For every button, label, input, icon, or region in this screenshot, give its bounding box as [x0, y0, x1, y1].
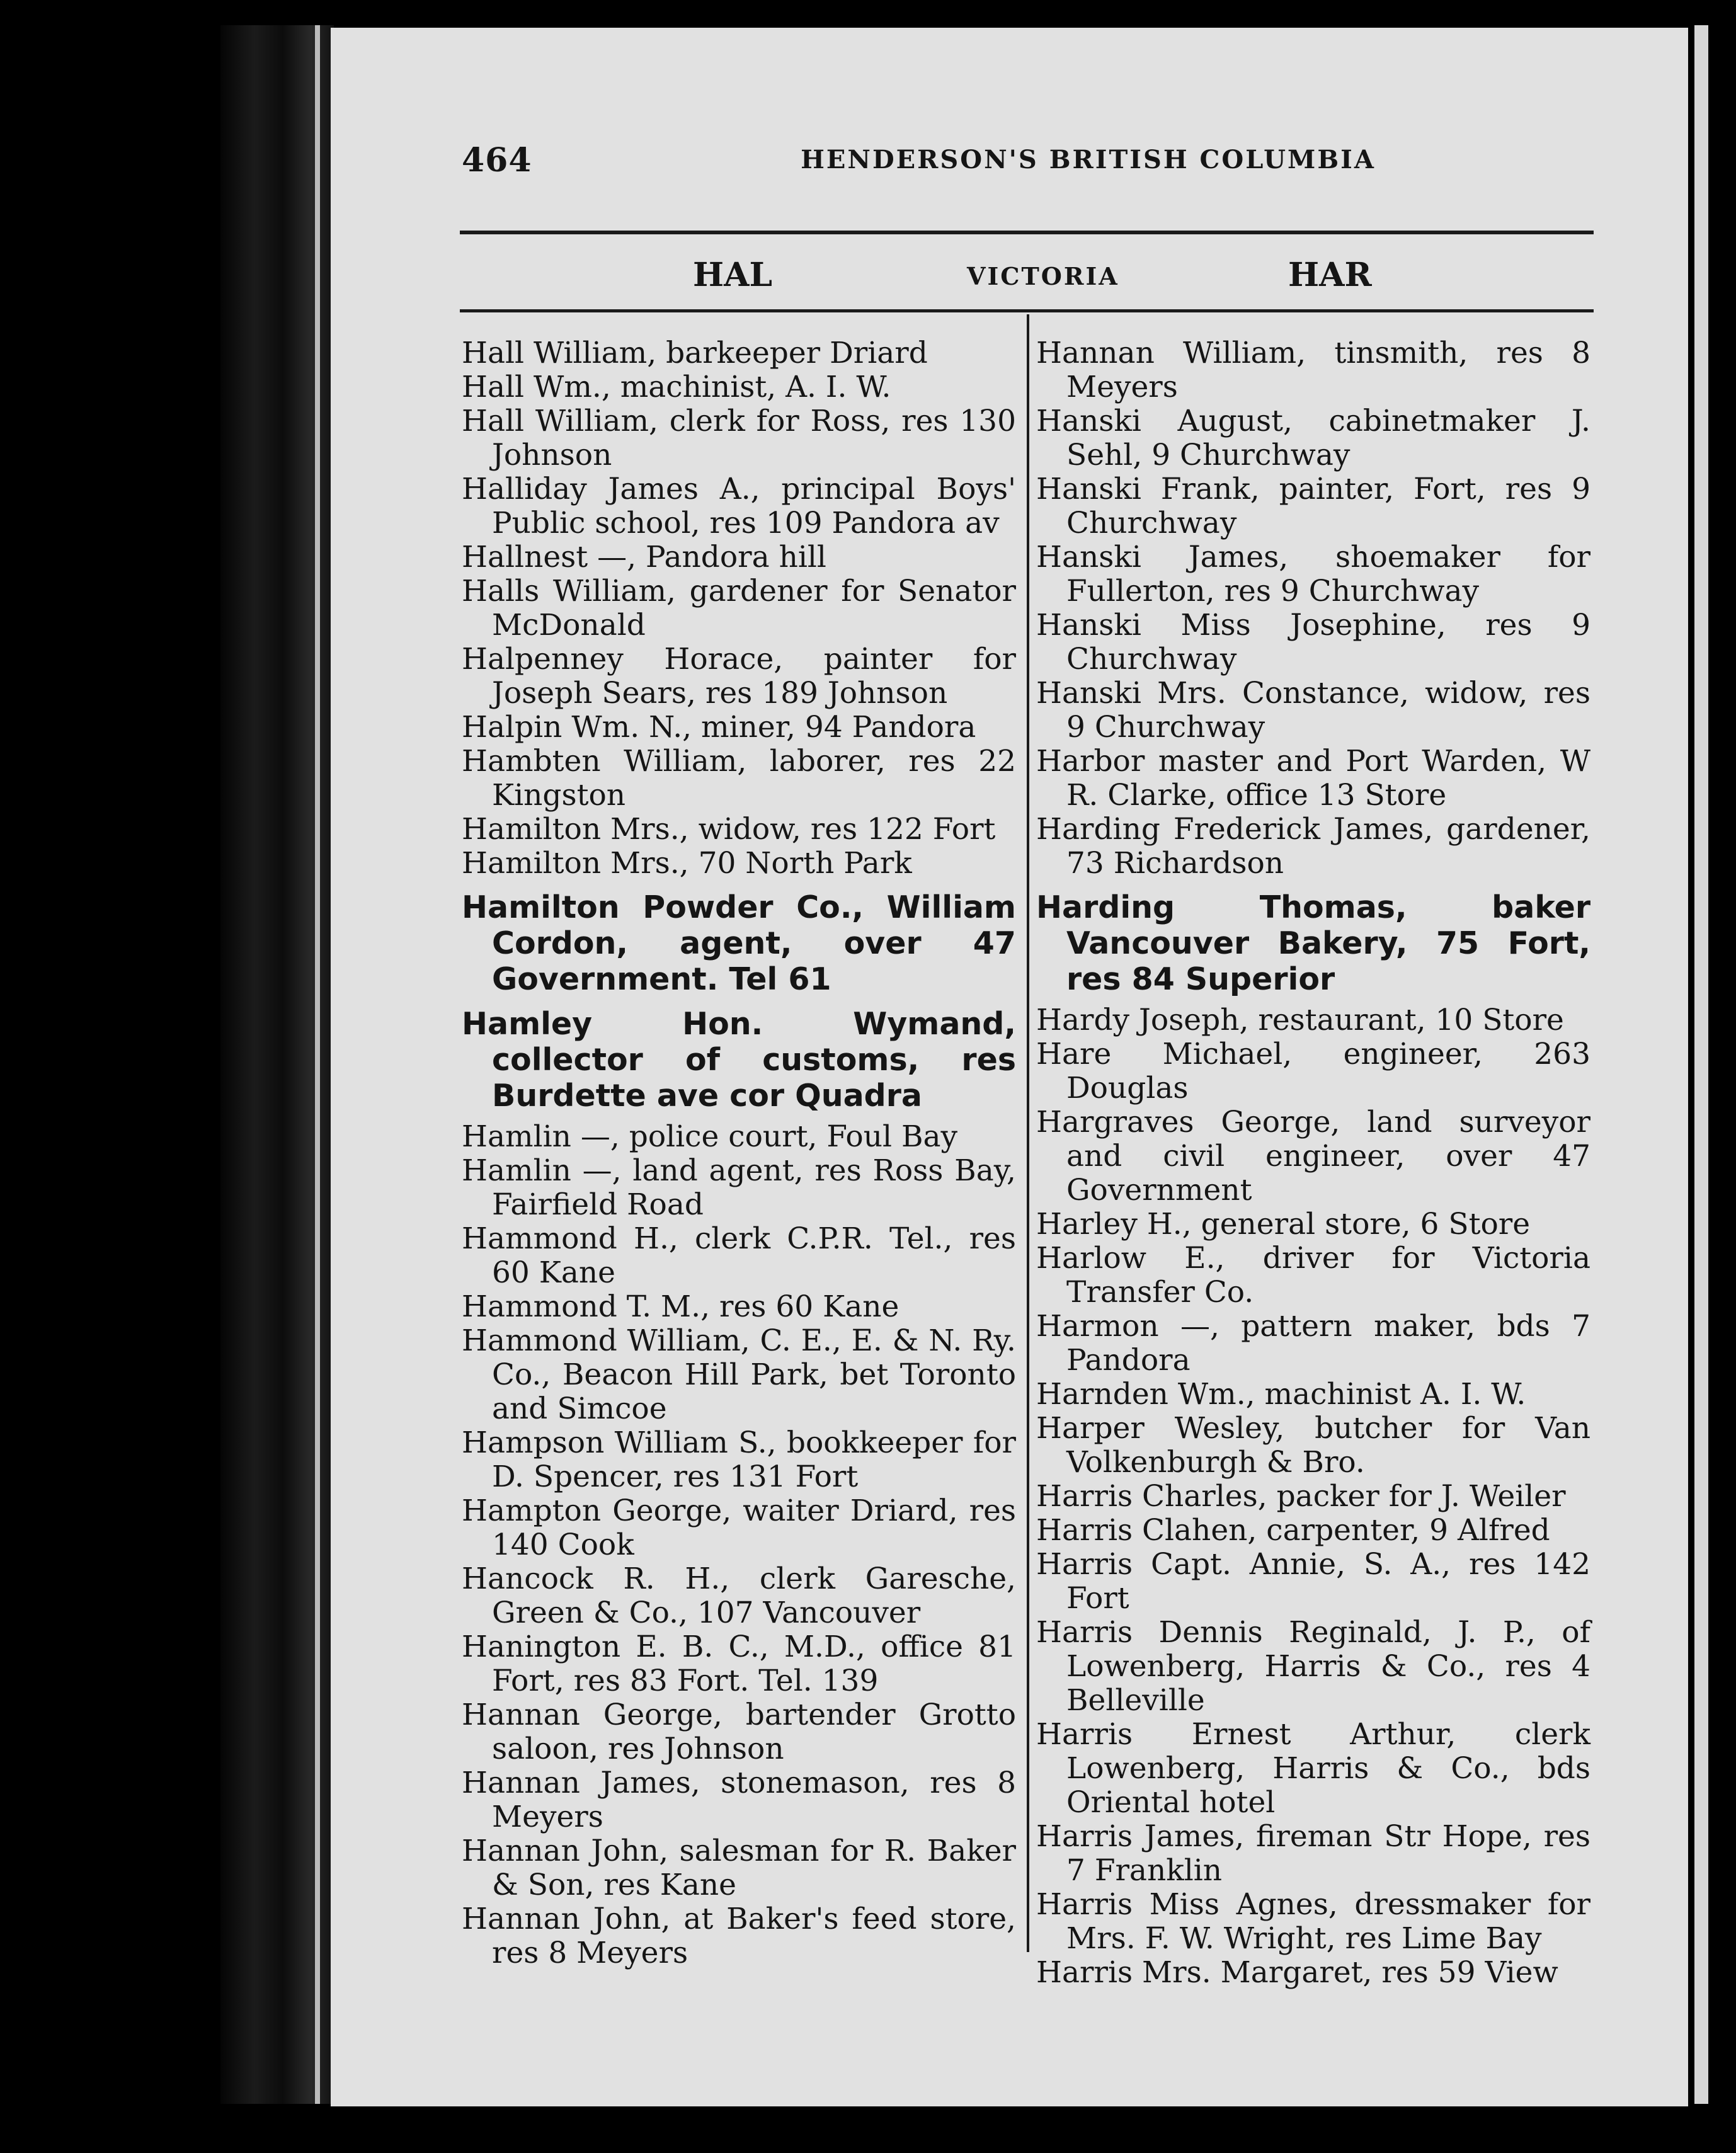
directory-entry: Hargraves George, land surveyor and civil engineer, over 47 Government	[1036, 1105, 1590, 1208]
directory-entry: Harper Wesley, butcher for Van Volkenburgh & Bro.	[1036, 1411, 1590, 1480]
header-rule	[460, 231, 1594, 234]
guide-word-left: HAL	[693, 256, 773, 294]
directory-entry: Hamley Hon. Wymand, collector of customs, res Burdette ave cor Quadra	[462, 1006, 1016, 1114]
directory-entry: Harnden Wm., machinist A. I. W.	[1036, 1377, 1526, 1412]
guide-city: VICTORIA	[967, 262, 1119, 290]
directory-entry: Hannan William, tinsmith, res 8 Meyers	[1036, 336, 1590, 404]
directory-entry: Harris Capt. Annie, S. A., res 142 Fort	[1036, 1547, 1590, 1616]
directory-entry: Halls William, gardener for Senator McDonald	[462, 574, 1016, 642]
directory-entry: Halpin Wm. N., miner, 94 Pandora	[462, 710, 976, 745]
directory-entry: Hamilton Mrs., widow, res 122 Fort	[462, 812, 996, 847]
directory-entry: Hall Wm., machinist, A. I. W.	[462, 370, 891, 404]
left-column	[462, 336, 1016, 1970]
directory-entry: Harley H., general store, 6 Store	[1036, 1207, 1531, 1242]
directory-entry: Hanski Frank, painter, Fort, res 9 Churchway	[1036, 472, 1590, 540]
directory-entry: Hammond William, C. E., E. & N. Ry. Co., Beacon Hill Park, bet Toronto and Simcoe	[462, 1323, 1016, 1426]
directory-entry: Harris Mrs. Margaret, res 59 View	[1036, 1955, 1558, 1990]
directory-entry: Hannan James, stonemason, res 8 Meyers	[462, 1766, 1016, 1834]
directory-entry: Hannan John, at Baker's feed store, res 8 Meyers	[462, 1902, 1016, 1970]
directory-entry: Harmon —, pattern maker, bds 7 Pandora	[1036, 1309, 1590, 1378]
page-number: 464	[462, 141, 532, 180]
directory-entry: Hardy Joseph, restaurant, 10 Store	[1036, 1003, 1564, 1037]
directory-entry: Harding Thomas, baker Vancouver Bakery, 75 Fort, res 84 Superior	[1036, 889, 1590, 997]
directory-entry: Hamilton Mrs., 70 North Park	[462, 846, 912, 881]
directory-entry: Harding Frederick James, gardener, 73 Richardson	[1036, 812, 1590, 881]
subheader-rule	[460, 309, 1594, 312]
next-page-edge	[1694, 25, 1708, 2104]
directory-entry: Hare Michael, engineer, 263 Douglas	[1036, 1037, 1590, 1105]
column-divider	[1027, 314, 1029, 1952]
directory-entry: Hammond T. M., res 60 Kane	[462, 1289, 899, 1324]
directory-entry: Hannan John, salesman for R. Baker & Son, res Kane	[462, 1834, 1016, 1902]
directory-entry: Hanski August, cabinetmaker J. Sehl, 9 Churchway	[1036, 404, 1590, 472]
directory-entry: Harlow E., driver for Victoria Transfer Co.	[1036, 1241, 1590, 1310]
directory-entry: Harris James, fireman Str Hope, res 7 Franklin	[1036, 1819, 1590, 1888]
directory-entry: Hall William, clerk for Ross, res 130 Johnson	[462, 404, 1016, 472]
directory-entry: Harris Dennis Reginald, J. P., of Lowenberg, Harris & Co., res 4 Belleville	[1036, 1615, 1590, 1718]
directory-entry: Hall William, barkeeper Driard	[462, 336, 928, 370]
directory-entry: Harris Miss Agnes, dressmaker for Mrs. F. W. Wright, res Lime Bay	[1036, 1887, 1590, 1956]
directory-entry: Hambten William, laborer, res 22 Kingston	[462, 744, 1016, 813]
guide-word-right: HAR	[1288, 256, 1372, 294]
directory-entry: Harbor master and Port Warden, W R. Clarke, office 13 Store	[1036, 744, 1590, 813]
directory-entry: Hanski Mrs. Constance, widow, res 9 Churchway	[1036, 676, 1590, 745]
directory-entry: Halpenney Horace, painter for Joseph Sears, res 189 Johnson	[462, 642, 1016, 711]
directory-entry: Hanington E. B. C., M.D., office 81 Fort, res 83 Fort. Tel. 139	[462, 1630, 1016, 1698]
running-head: HENDERSON'S BRITISH COLUMBIA	[801, 145, 1376, 174]
directory-entry: Hammond H., clerk C.P.R. Tel., res 60 Kane	[462, 1221, 1016, 1290]
directory-entry: Hamlin —, police court, Foul Bay	[462, 1119, 958, 1154]
directory-entry: Hallnest —, Pandora hill	[462, 540, 826, 574]
directory-entry: Halliday James A., principal Boys' Public school, res 109 Pandora av	[462, 472, 1016, 540]
directory-entry: Hannan George, bartender Grotto saloon, res Johnson	[462, 1698, 1016, 1766]
directory-entry: Hanski James, shoemaker for Fullerton, res 9 Churchway	[1036, 540, 1590, 608]
binding-edge	[315, 25, 320, 2104]
directory-entry: Hamlin —, land agent, res Ross Bay, Fairfield Road	[462, 1153, 1016, 1222]
directory-page	[331, 28, 1688, 2106]
directory-entry: Hancock R. H., clerk Garesche, Green & Co., 107 Vancouver	[462, 1562, 1016, 1630]
directory-entry: Harris Clahen, carpenter, 9 Alfred	[1036, 1513, 1550, 1548]
right-column	[1036, 336, 1590, 1990]
directory-entry: Hampton George, waiter Driard, res 140 Cook	[462, 1493, 1016, 1562]
directory-entry: Hanski Miss Josephine, res 9 Churchway	[1036, 608, 1590, 677]
directory-entry: Hampson William S., bookkeeper for D. Spencer, res 131 Fort	[462, 1425, 1016, 1494]
directory-entry: Harris Ernest Arthur, clerk Lowenberg, Harris & Co., bds Oriental hotel	[1036, 1717, 1590, 1820]
directory-entry: Harris Charles, packer for J. Weiler	[1036, 1479, 1566, 1514]
directory-entry: Hamilton Powder Co., William Cordon, agent, over 47 Government. Tel 61	[462, 889, 1016, 997]
